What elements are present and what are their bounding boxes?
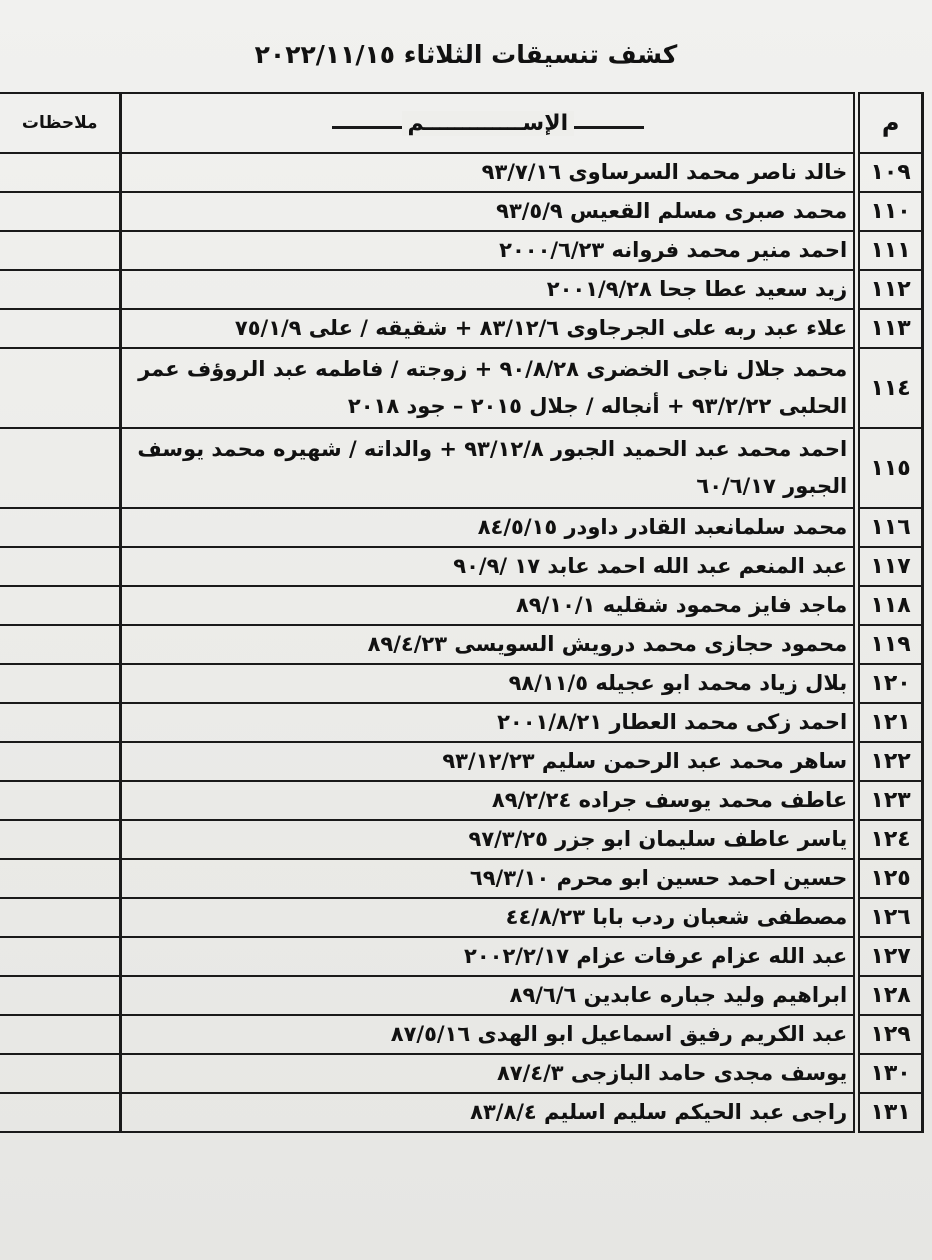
row-notes <box>0 309 121 348</box>
row-notes <box>0 703 121 742</box>
table-row <box>0 547 923 586</box>
table-row <box>0 703 923 742</box>
row-number: ١٢٣ <box>857 781 923 820</box>
row-name: محمود حجازى محمد درويش السويسى ٨٩/٤/٢٣ <box>121 625 857 664</box>
row-notes <box>0 547 121 586</box>
row-number: ١٢٨ <box>857 976 923 1015</box>
table-row <box>0 664 923 703</box>
row-notes <box>0 1054 121 1093</box>
table-row <box>0 153 923 192</box>
column-header-name <box>121 93 857 153</box>
table-row <box>0 309 923 348</box>
table-row <box>0 820 923 859</box>
table-row <box>0 508 923 547</box>
row-name: مصطفى شعبان ردب بابا ٤٤/٨/٢٣ <box>121 898 857 937</box>
row-number: ١٢١ <box>857 703 923 742</box>
table-body <box>0 153 923 1132</box>
row-notes <box>0 508 121 547</box>
row-notes <box>0 586 121 625</box>
row-name: احمد محمد عبد الحميد الجبور ٩٣/١٢/٨ + والداته / شهيره محمد يوسف الجبور ٦٠/٦/١٧ <box>121 428 857 508</box>
row-name: حسين احمد حسين ابو محرم ٦٩/٣/١٠ <box>121 859 857 898</box>
row-notes <box>0 428 121 508</box>
table-row <box>0 192 923 231</box>
row-number: ١٣٠ <box>857 1054 923 1093</box>
table-row <box>0 625 923 664</box>
row-name: زيد سعيد عطا جحا ٢٠٠١/٩/٢٨ <box>121 270 857 309</box>
row-number: ١١٤ <box>857 348 923 428</box>
column-header-notes: ملاحظات <box>0 93 121 153</box>
row-notes <box>0 270 121 309</box>
table-row <box>0 586 923 625</box>
row-name: عبد الكريم رفيق اسماعيل ابو الهدى ٨٧/٥/١٦ <box>121 1015 857 1054</box>
row-name: محمد صبرى مسلم القعيس ٩٣/٥/٩ <box>121 192 857 231</box>
coordination-table <box>0 92 924 1133</box>
coordination-table-wrapper <box>0 92 924 1133</box>
table-row <box>0 270 923 309</box>
row-number: ١٢٧ <box>857 937 923 976</box>
row-number: ١٣١ <box>857 1093 923 1132</box>
row-name: ابراهيم وليد جباره عابدين ٨٩/٦/٦ <box>121 976 857 1015</box>
row-number: ١٢٩ <box>857 1015 923 1054</box>
row-name: محمد سلمانعبد القادر داودر ٨٤/٥/١٥ <box>121 508 857 547</box>
table-row <box>0 937 923 976</box>
row-number: ١١٦ <box>857 508 923 547</box>
table-row <box>0 428 923 508</box>
row-notes <box>0 898 121 937</box>
row-name: ياسر عاطف سليمان ابو جزر ٩٧/٣/٢٥ <box>121 820 857 859</box>
table-row <box>0 781 923 820</box>
column-header-name-label: الإســـــــــــــم <box>402 111 575 136</box>
row-number: ١٢٤ <box>857 820 923 859</box>
table-row <box>0 976 923 1015</box>
row-name: احمد زكى محمد العطار ٢٠٠١/٨/٢١ <box>121 703 857 742</box>
row-number: ١٢٢ <box>857 742 923 781</box>
row-notes <box>0 859 121 898</box>
row-notes <box>0 625 121 664</box>
table-row <box>0 742 923 781</box>
row-name: راجى عبد الحيكم سليم اسليم ٨٣/٨/٤ <box>121 1093 857 1132</box>
row-name: محمد جلال ناجى الخضرى ٩٠/٨/٢٨ + زوجته / فاطمه عبد الروؤف عمر الحلبى ٩٣/٢/٢٢ + أنجاله / جلال ٢٠١٥ – جود ٢٠١٨ <box>121 348 857 428</box>
table-row <box>0 348 923 428</box>
row-notes <box>0 664 121 703</box>
row-number: ١١٣ <box>857 309 923 348</box>
row-name: بلال زياد محمد ابو عجيله ٩٨/١١/٥ <box>121 664 857 703</box>
row-notes <box>0 937 121 976</box>
row-number: ١٢٠ <box>857 664 923 703</box>
table-row <box>0 231 923 270</box>
row-name: عاطف محمد يوسف جراده ٨٩/٢/٢٤ <box>121 781 857 820</box>
row-number: ١١٥ <box>857 428 923 508</box>
table-row <box>0 1093 923 1132</box>
row-name: يوسف مجدى حامد البازجى ٨٧/٤/٣ <box>121 1054 857 1093</box>
row-number: ١٢٦ <box>857 898 923 937</box>
document-title: كشف تنسيقات الثلاثاء ٢٠٢٢/١١/١٥ <box>254 40 678 69</box>
row-number: ١١٧ <box>857 547 923 586</box>
table-header-row <box>0 93 923 153</box>
row-number: ١١٢ <box>857 270 923 309</box>
row-notes <box>0 820 121 859</box>
table-row <box>0 898 923 937</box>
row-name: عبد المنعم عبد الله احمد عابد ١٧ /٩٠/٩ <box>121 547 857 586</box>
row-number: ١١٠ <box>857 192 923 231</box>
row-notes <box>0 976 121 1015</box>
row-name: علاء عبد ربه على الجرجاوى ٨٣/١٢/٦ + شقيقه / على ٧٥/١/٩ <box>121 309 857 348</box>
row-name: ماجد فايز محمود شقليه ٨٩/١٠/١ <box>121 586 857 625</box>
row-notes <box>0 742 121 781</box>
row-name: احمد منير محمد فروانه ٢٠٠٠/٦/٢٣ <box>121 231 857 270</box>
row-notes <box>0 781 121 820</box>
row-number: ١١٨ <box>857 586 923 625</box>
row-notes <box>0 348 121 428</box>
row-number: ١٢٥ <box>857 859 923 898</box>
row-number: ١١١ <box>857 231 923 270</box>
row-number: ١٠٩ <box>857 153 923 192</box>
row-name: عبد الله عزام عرفات عزام ٢٠٠٢/٢/١٧ <box>121 937 857 976</box>
row-notes <box>0 1093 121 1132</box>
table-row <box>0 1015 923 1054</box>
row-name: خالد ناصر محمد السرساوى ٩٣/٧/١٦ <box>121 153 857 192</box>
row-name: ساهر محمد عبد الرحمن سليم ٩٣/١٢/٢٣ <box>121 742 857 781</box>
row-number: ١١٩ <box>857 625 923 664</box>
row-notes <box>0 231 121 270</box>
row-notes <box>0 192 121 231</box>
table-row <box>0 859 923 898</box>
table-row <box>0 1054 923 1093</box>
row-notes <box>0 1015 121 1054</box>
column-header-number: م <box>857 93 923 153</box>
row-notes <box>0 153 121 192</box>
